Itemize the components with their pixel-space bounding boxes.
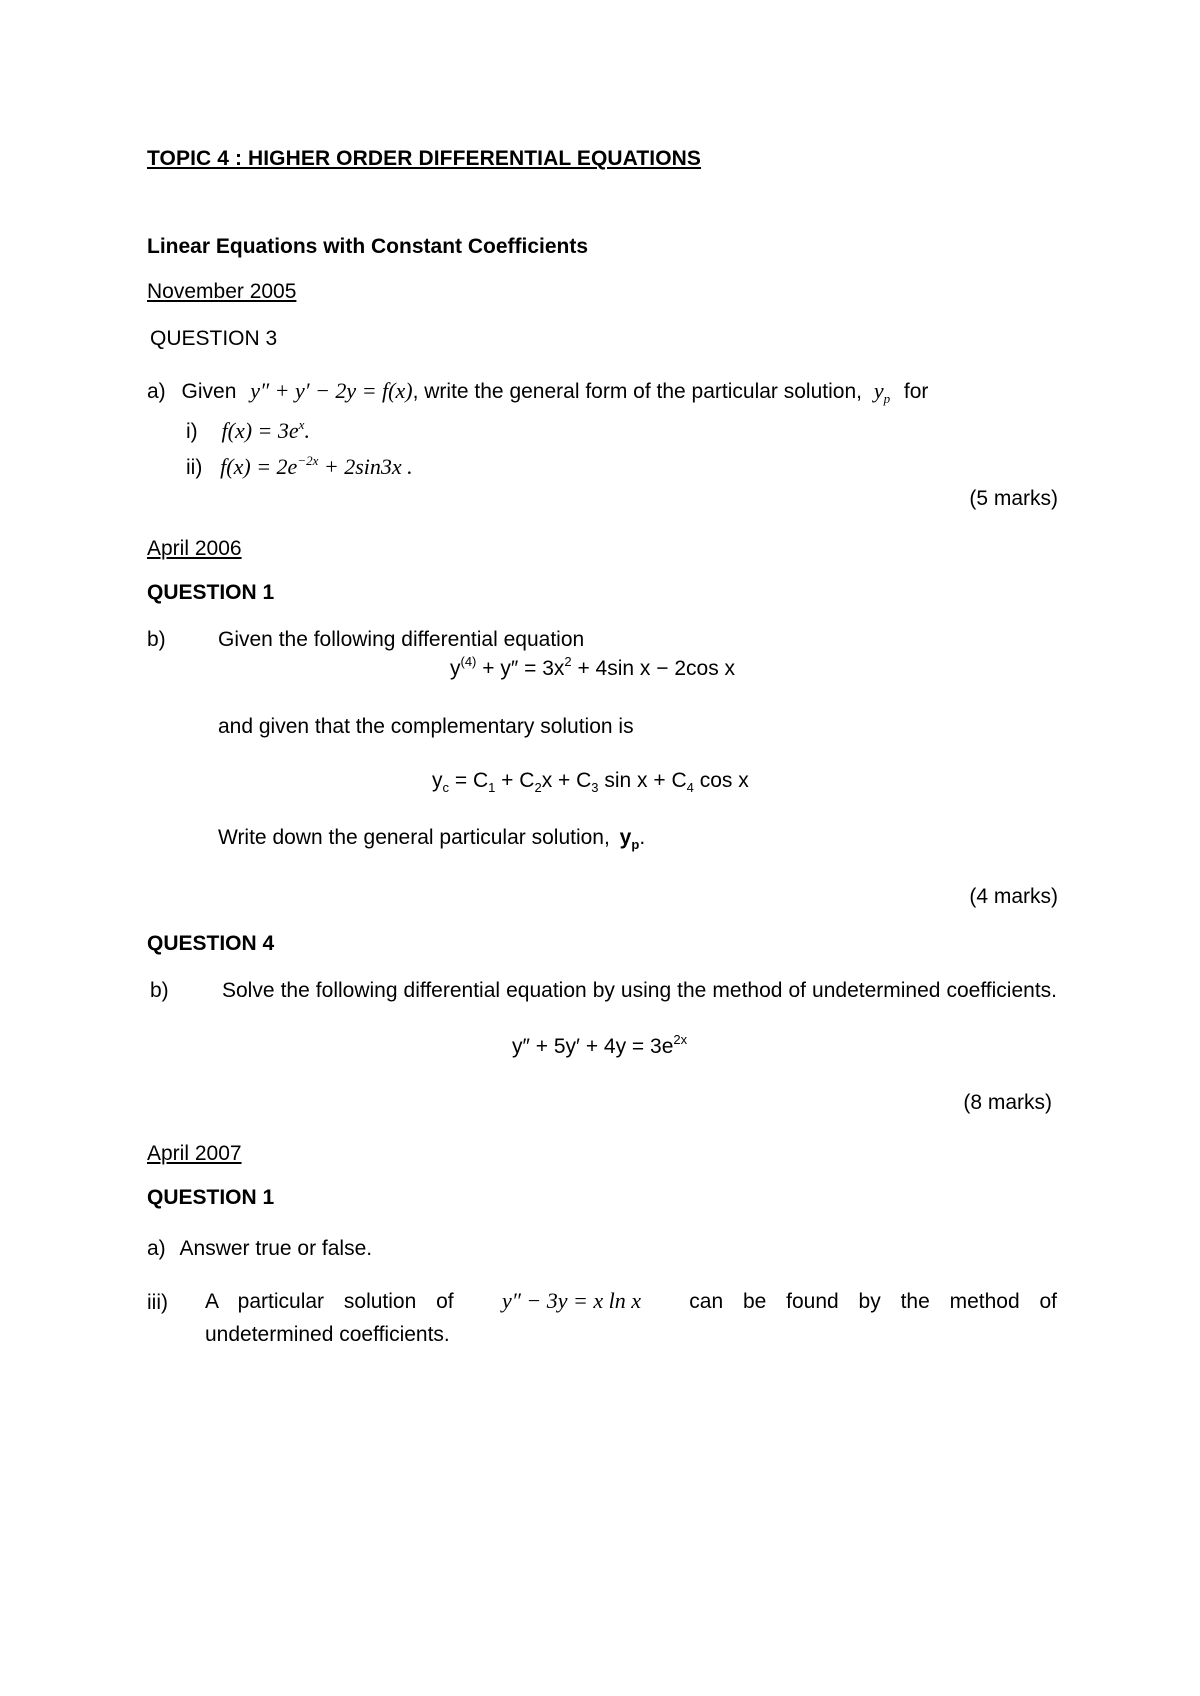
differential-equation: $y^{(4)} + y'' = 3x^2 + 4\sin$ x − 2cos x	[450, 654, 736, 680]
question-heading: QUESTION 1	[147, 1186, 275, 1209]
differential-equation: $y'' + 5y' + 4y = 3e^{2x}$	[512, 1032, 688, 1058]
part-b-label: b)	[147, 628, 166, 651]
equation: $f(x) = 3e^x$.	[221, 417, 310, 443]
write-particular-text: Write down the general particular solution, $y_p$.	[218, 826, 646, 852]
question-heading: QUESTION 4	[147, 932, 275, 955]
part-a	[147, 1236, 372, 1261]
yp-symbol: $y_p$	[873, 378, 891, 406]
equation: y″ + y′ − 2y = f(x)	[250, 378, 413, 403]
session-april-2006: April 2006	[147, 537, 242, 560]
part-b-text: Given the following differential equation	[218, 628, 585, 651]
yp-symbol: $y_p$	[619, 826, 640, 852]
item-label: ii)	[186, 456, 203, 479]
part-label: a)	[147, 380, 166, 403]
item-iii-line: A particular solution of y″ − 3y = x ln x can be found by the method of	[205, 1288, 1057, 1313]
item-iii-continuation: undetermined coefficients.	[205, 1323, 450, 1346]
marks-label: (8 marks)	[963, 1091, 1052, 1114]
page-title: TOPIC 4 : HIGHER ORDER DIFFERENTIAL EQUATIONS	[147, 147, 702, 170]
question-heading: QUESTION 3	[150, 327, 278, 350]
part-a-text: Answer true or false.	[179, 1237, 373, 1260]
given-text: Given	[181, 380, 237, 403]
equation: y″ − 3y = x ln x	[501, 1288, 641, 1313]
part-b-label: b)	[150, 979, 169, 1002]
marks-label: (5 marks)	[969, 487, 1058, 510]
solve-instruction: Solve the following differential equation by using the method of undetermined coefficients.	[222, 979, 1057, 1002]
part-label: a)	[147, 1237, 166, 1260]
item-label: i)	[186, 420, 198, 443]
section-subheading: Linear Equations with Constant Coefficients	[147, 235, 589, 258]
marks-label: (4 marks)	[969, 885, 1058, 908]
complementary-solution: $y_c = C_1 + C_2x + C_3$ $\sin x + C_4$ cos x	[432, 769, 749, 795]
sub-item-ii	[186, 454, 413, 480]
session-april-2007: April 2007	[147, 1142, 242, 1165]
sub-item-i	[186, 418, 310, 444]
equation: $f(x) = 2e^{-2x} + 2\sin 3x$ .	[220, 453, 413, 479]
part-a-text: , write the general form of the particular solution,	[412, 380, 862, 403]
complementary-text: and given that the complementary solution is	[218, 715, 634, 738]
session-november-2005: November 2005	[147, 280, 297, 303]
item-iii-label: iii)	[147, 1291, 168, 1314]
question-part-a	[147, 378, 928, 404]
for-text: for	[903, 380, 929, 403]
question-heading: QUESTION 1	[147, 581, 275, 604]
